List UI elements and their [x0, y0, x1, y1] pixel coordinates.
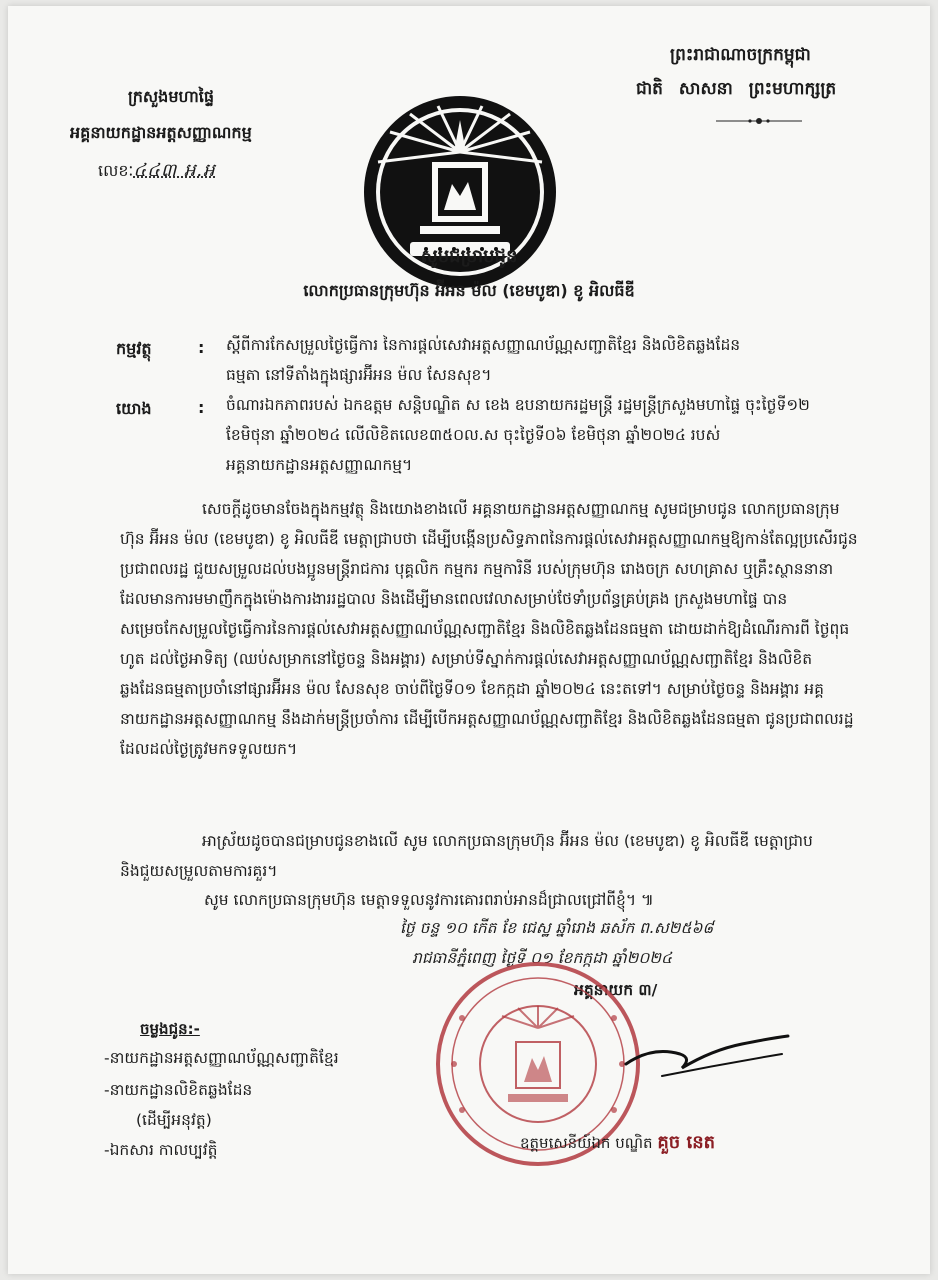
recipient-title: លោកប្រធានក្រុមហ៊ុន អ៊ីអន ម៉ល (ខេមបូឌា) ខូ អិលធីឌី [303, 281, 635, 300]
ornament-divider-icon [714, 114, 804, 128]
subject-line-2: ធម្មតា នៅទីតាំងក្នុងផ្សារអ៊ីអន ម៉ល សែនសុខ។ [226, 366, 492, 384]
subject-label: កម្មវត្ថុ [116, 339, 152, 358]
reference-line-3: អគ្គនាយកដ្ឋានអត្តសញ្ញាណកម្ម។ [226, 456, 413, 474]
document-page [8, 6, 930, 1274]
reference-line-2: ខែមិថុនា ឆ្នាំ២០២៤ លើលិខិតលេខ៣៥០ល.ស ចុះថ្ងៃទី០៦ ខែមិថុនា ឆ្នាំ២០២៤ របស់ [226, 426, 721, 444]
closing-line: សូម លោកប្រធានក្រុមហ៊ុន មេត្តាទទួលនូវការគោរពរាប់អានដ៏ជ្រាលជ្រៅពីខ្ញុំ។ ៕ [204, 891, 654, 909]
signature-icon [622, 1024, 792, 1084]
copy-to-note: (ដើម្បីអនុវត្ត) [136, 1111, 212, 1129]
kingdom-header: ព្រះរាជាណាចក្រកម្ពុជា [670, 45, 811, 65]
reference-value: ៤៤៣ អ.អ [133, 160, 216, 181]
signer-title: ឧត្តមសេនីយ៍ឯក បណ្ឌិត [520, 1134, 653, 1152]
copy-to-item: -ឯកសារ កាលប្បវត្តិ [104, 1141, 218, 1159]
signer-name-block [520, 1130, 715, 1157]
department-name: អគ្គនាយកដ្ឋានអត្តសញ្ញាណកម្ម [70, 123, 252, 142]
copy-to-item: -នាយកដ្ឋានអត្តសញ្ញាណប័ណ្ណសញ្ជាតិខ្មែរ [104, 1049, 339, 1067]
copy-to-title: ចម្លងជូន:- [140, 1020, 200, 1038]
body-paragraph-1: សេចក្ដីដូចមានចែងក្នុងកម្មវត្ថុ និងយោងខាងលើ អគ្គនាយកដ្ឋានអត្តសញ្ញាណកម្ម សូមជម្រាបជូន លោកប្រធានក្រុមហ៊ុន អ៊ីអន ម៉ល (ខេមបូឌា) ខូ អិលធីឌី មេត្តាជ្រាបថា ដើម្បីបង្កើនប្រសិទ្ធភាពនៃការផ្ដល់សេវាអត្តសញ្ញាណកម្មឱ្យកាន់តែល្អប្រសើរជូនប្រជាពលរដ្ឋ ជួយសម្រួលដល់បងប្អូនមន្ត្រីរាជការ បុគ្គលិក កម្មករ កម្មការិនី របស់ក្រុមហ៊ុន រោងចក្រ សហគ្រាស ឬគ្រឹះស្ថាននានា ដែលមានការមមាញឹកក្នុងម៉ោងការងាររដ្ឋបាល និងដើម្បីមានពេលវេលាសម្រាប់ថែទាំប្រព័ន្ធគ្រប់គ្រង ក្រសួងមហាផ្ទៃ បានសម្រេចកែសម្រួលថ្ងៃធ្វើការនៃការផ្ដល់សេវាអត្តសញ្ញាណប័ណ្ណសញ្ជាតិខ្មែរ និងលិខិតឆ្លងដែនធម្មតា ដោយដាក់ឱ្យដំណើរការពី ថ្ងៃពុធ ហូត ដល់ថ្ងៃអាទិត្យ (ឈប់សម្រាកនៅថ្ងៃចន្ទ និងអង្គារ) សម្រាប់ទីស្នាក់ការផ្ដល់សេវាអត្តសញ្ញាណប័ណ្ណសញ្ជាតិខ្មែរ និងលិខិតឆ្លងដែនធម្មតាប្រចាំនៅផ្សារអ៊ីអន ម៉ល សែនសុខ ចាប់ពីថ្ងៃទី០១ ខែកក្កដា ឆ្នាំ២០២៤ នេះតទៅ។ សម្រាប់ថ្ងៃចន្ទ និងអង្គារ អគ្គនាយកដ្ឋានអត្តសញ្ញាណកម្ម នឹងដាក់មន្ត្រីប្រចាំការ ដើម្បីបើកអត្តសញ្ញាណប័ណ្ណសញ្ជាតិខ្មែរ និងលិខិតឆ្លងដែនធម្មតា ជូនប្រជាពលរដ្ឋដែលដល់ថ្ងៃត្រូវមកទទួលយក។ [120, 500, 858, 758]
reference-label-yoy: យោង [116, 399, 152, 418]
copy-to-item: -នាយកដ្ឋានលិខិតឆ្លងដែន [104, 1081, 253, 1099]
reference-number [98, 158, 216, 185]
subject-line-1: ស្ដីពីការកែសម្រួលថ្ងៃធ្វើការ នៃការផ្ដល់សេវាអត្តសញ្ញាណប័ណ្ណសញ្ជាតិខ្មែរ និងលិខិតឆ្លងដែន [226, 336, 741, 354]
motto-header: ជាតិ សាសនា ព្រះមហាក្សត្រ [636, 79, 837, 99]
reference-colon: : [198, 398, 205, 417]
body-paragraph-2: អាស្រ័យដូចបានជម្រាបជូនខាងលើ សូម លោកប្រធានក្រុមហ៊ុន អ៊ីអន ម៉ល (ខេមបូឌា) ខូ អិលធីឌី មេត្តាជ្រាប និងជួយសម្រួលតាមការគួរ។ [120, 832, 813, 880]
salutation-title: សូមជម្រាបជូន [420, 246, 518, 267]
signer-role: អគ្គនាយក ៣/ [574, 981, 658, 999]
subject-colon: : [198, 338, 205, 357]
ministry-name: ក្រសួងមហាផ្ទៃ [128, 87, 215, 106]
reference-line-1: ចំណារឯកភាពរបស់ ឯកឧត្តម សន្តិបណ្ឌិត ស ខេង ឧបនាយករដ្ឋមន្ត្រី រដ្ឋមន្ត្រីក្រសួងមហាផ្ទៃ ចុះថ្ងៃទី១២ [226, 396, 810, 414]
solar-date: រាជធានីភ្នំពេញ ថ្ងៃទី ០១ ខែកក្កដា ឆ្នាំ២០២៤ [412, 949, 673, 967]
signer-name: គួច នេត [657, 1132, 716, 1153]
lunar-date: ថ្ងៃ ចន្ទ ១០ កើត ខែ ជេស្ឋ ឆ្នាំរោង ឆស័ក ព.ស២៥៦៨ [400, 919, 714, 937]
reference-label: លេខៈ [98, 161, 134, 180]
